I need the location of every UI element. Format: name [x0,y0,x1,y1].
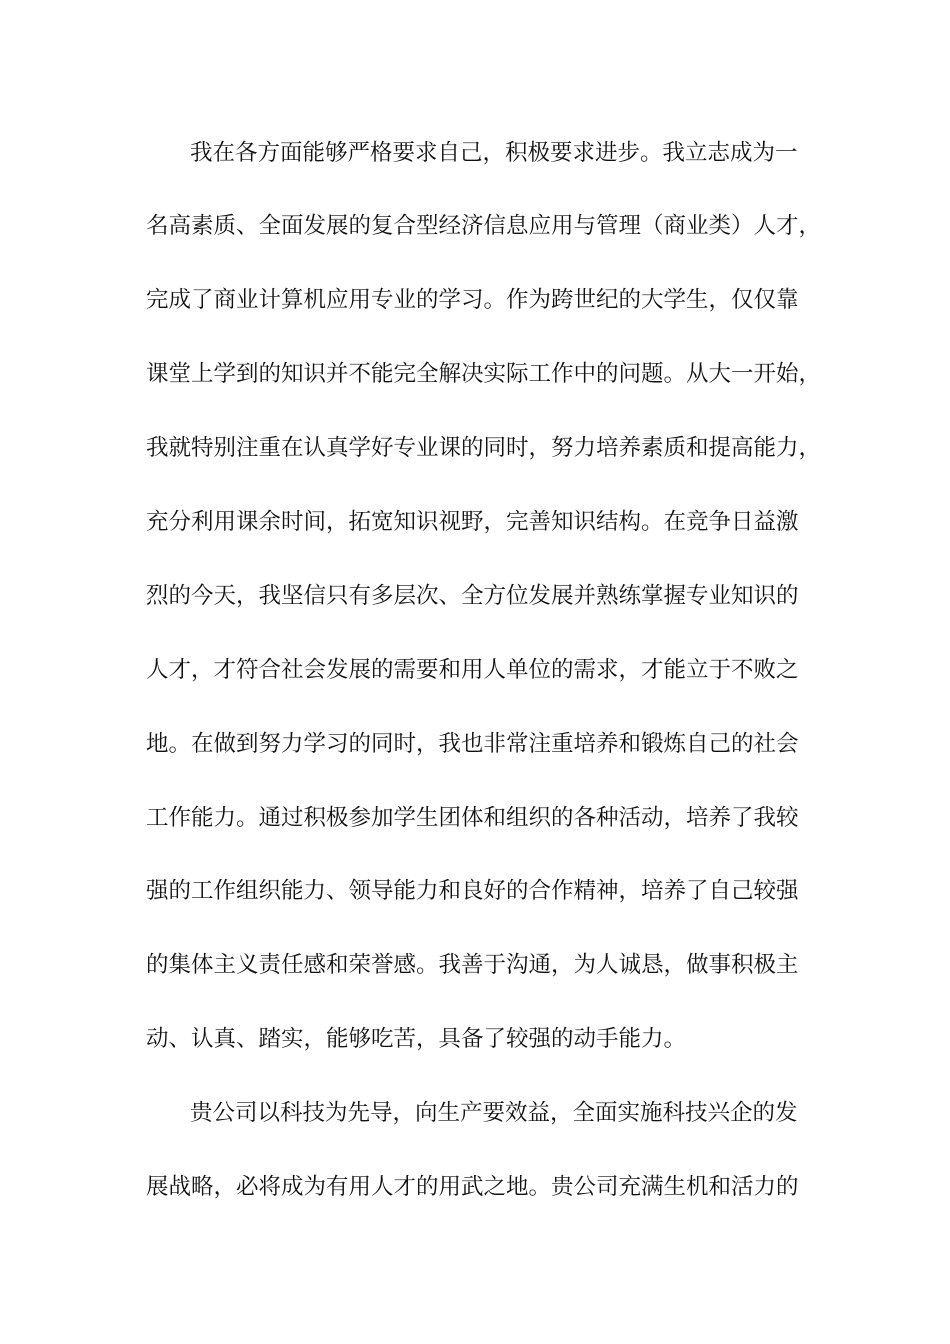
paragraph-1-line-12: 的集体主义责任感和荣誉感。我善于沟通，为人诚恳，做事积极主 [146,952,799,978]
paragraph-1-line-6: 充分利用课余时间，拓宽知识视野，完善知识结构。在竞争日益激 [146,509,799,535]
paragraph-1-line-11: 强的工作组织能力、领导能力和良好的合作精神，培养了自己较强 [146,878,799,904]
paragraph-1-line-10: 工作能力。通过积极参加学生团体和组织的各种活动，培养了我较 [146,805,799,831]
paragraph-1-line-8: 人才，才符合社会发展的需要和用人单位的需求，才能立于不败之 [146,657,799,683]
paragraph-1-line-13: 动、认真、踏实，能够吃苦，具备了较强的动手能力。 [146,1026,687,1052]
paragraph-2-line-2: 展战略，必将成为有用人才的用武之地。贵公司充满生机和活力的 [146,1174,799,1200]
paragraph-1-line-3: 完成了商业计算机应用专业的学习。作为跨世纪的大学生，仅仅靠 [146,287,799,313]
paragraph-1-line-2: 名高素质、全面发展的复合型经济信息应用与管理（商业类）人才， [146,213,822,239]
paragraph-1-line-5: 我就特别注重在认真学好专业课的同时，努力培养素质和提高能力， [146,435,822,461]
paragraph-1-line-4: 课堂上学到的知识并不能完全解决实际工作中的问题。从大一开始， [146,361,822,387]
paragraph-1-line-9: 地。在做到努力学习的同时，我也非常注重培养和锻炼自己的社会 [146,731,799,757]
paragraph-1-line-1: 我在各方面能够严格要求自己，积极要求进步。我立志成为一 [190,140,798,166]
paragraph-2-line-1: 贵公司以科技为先导，向生产要效益，全面实施科技兴企的发 [190,1100,798,1126]
paragraph-1-line-7: 烈的今天，我坚信只有多层次、全方位发展并熟练掌握专业知识的 [146,583,799,609]
